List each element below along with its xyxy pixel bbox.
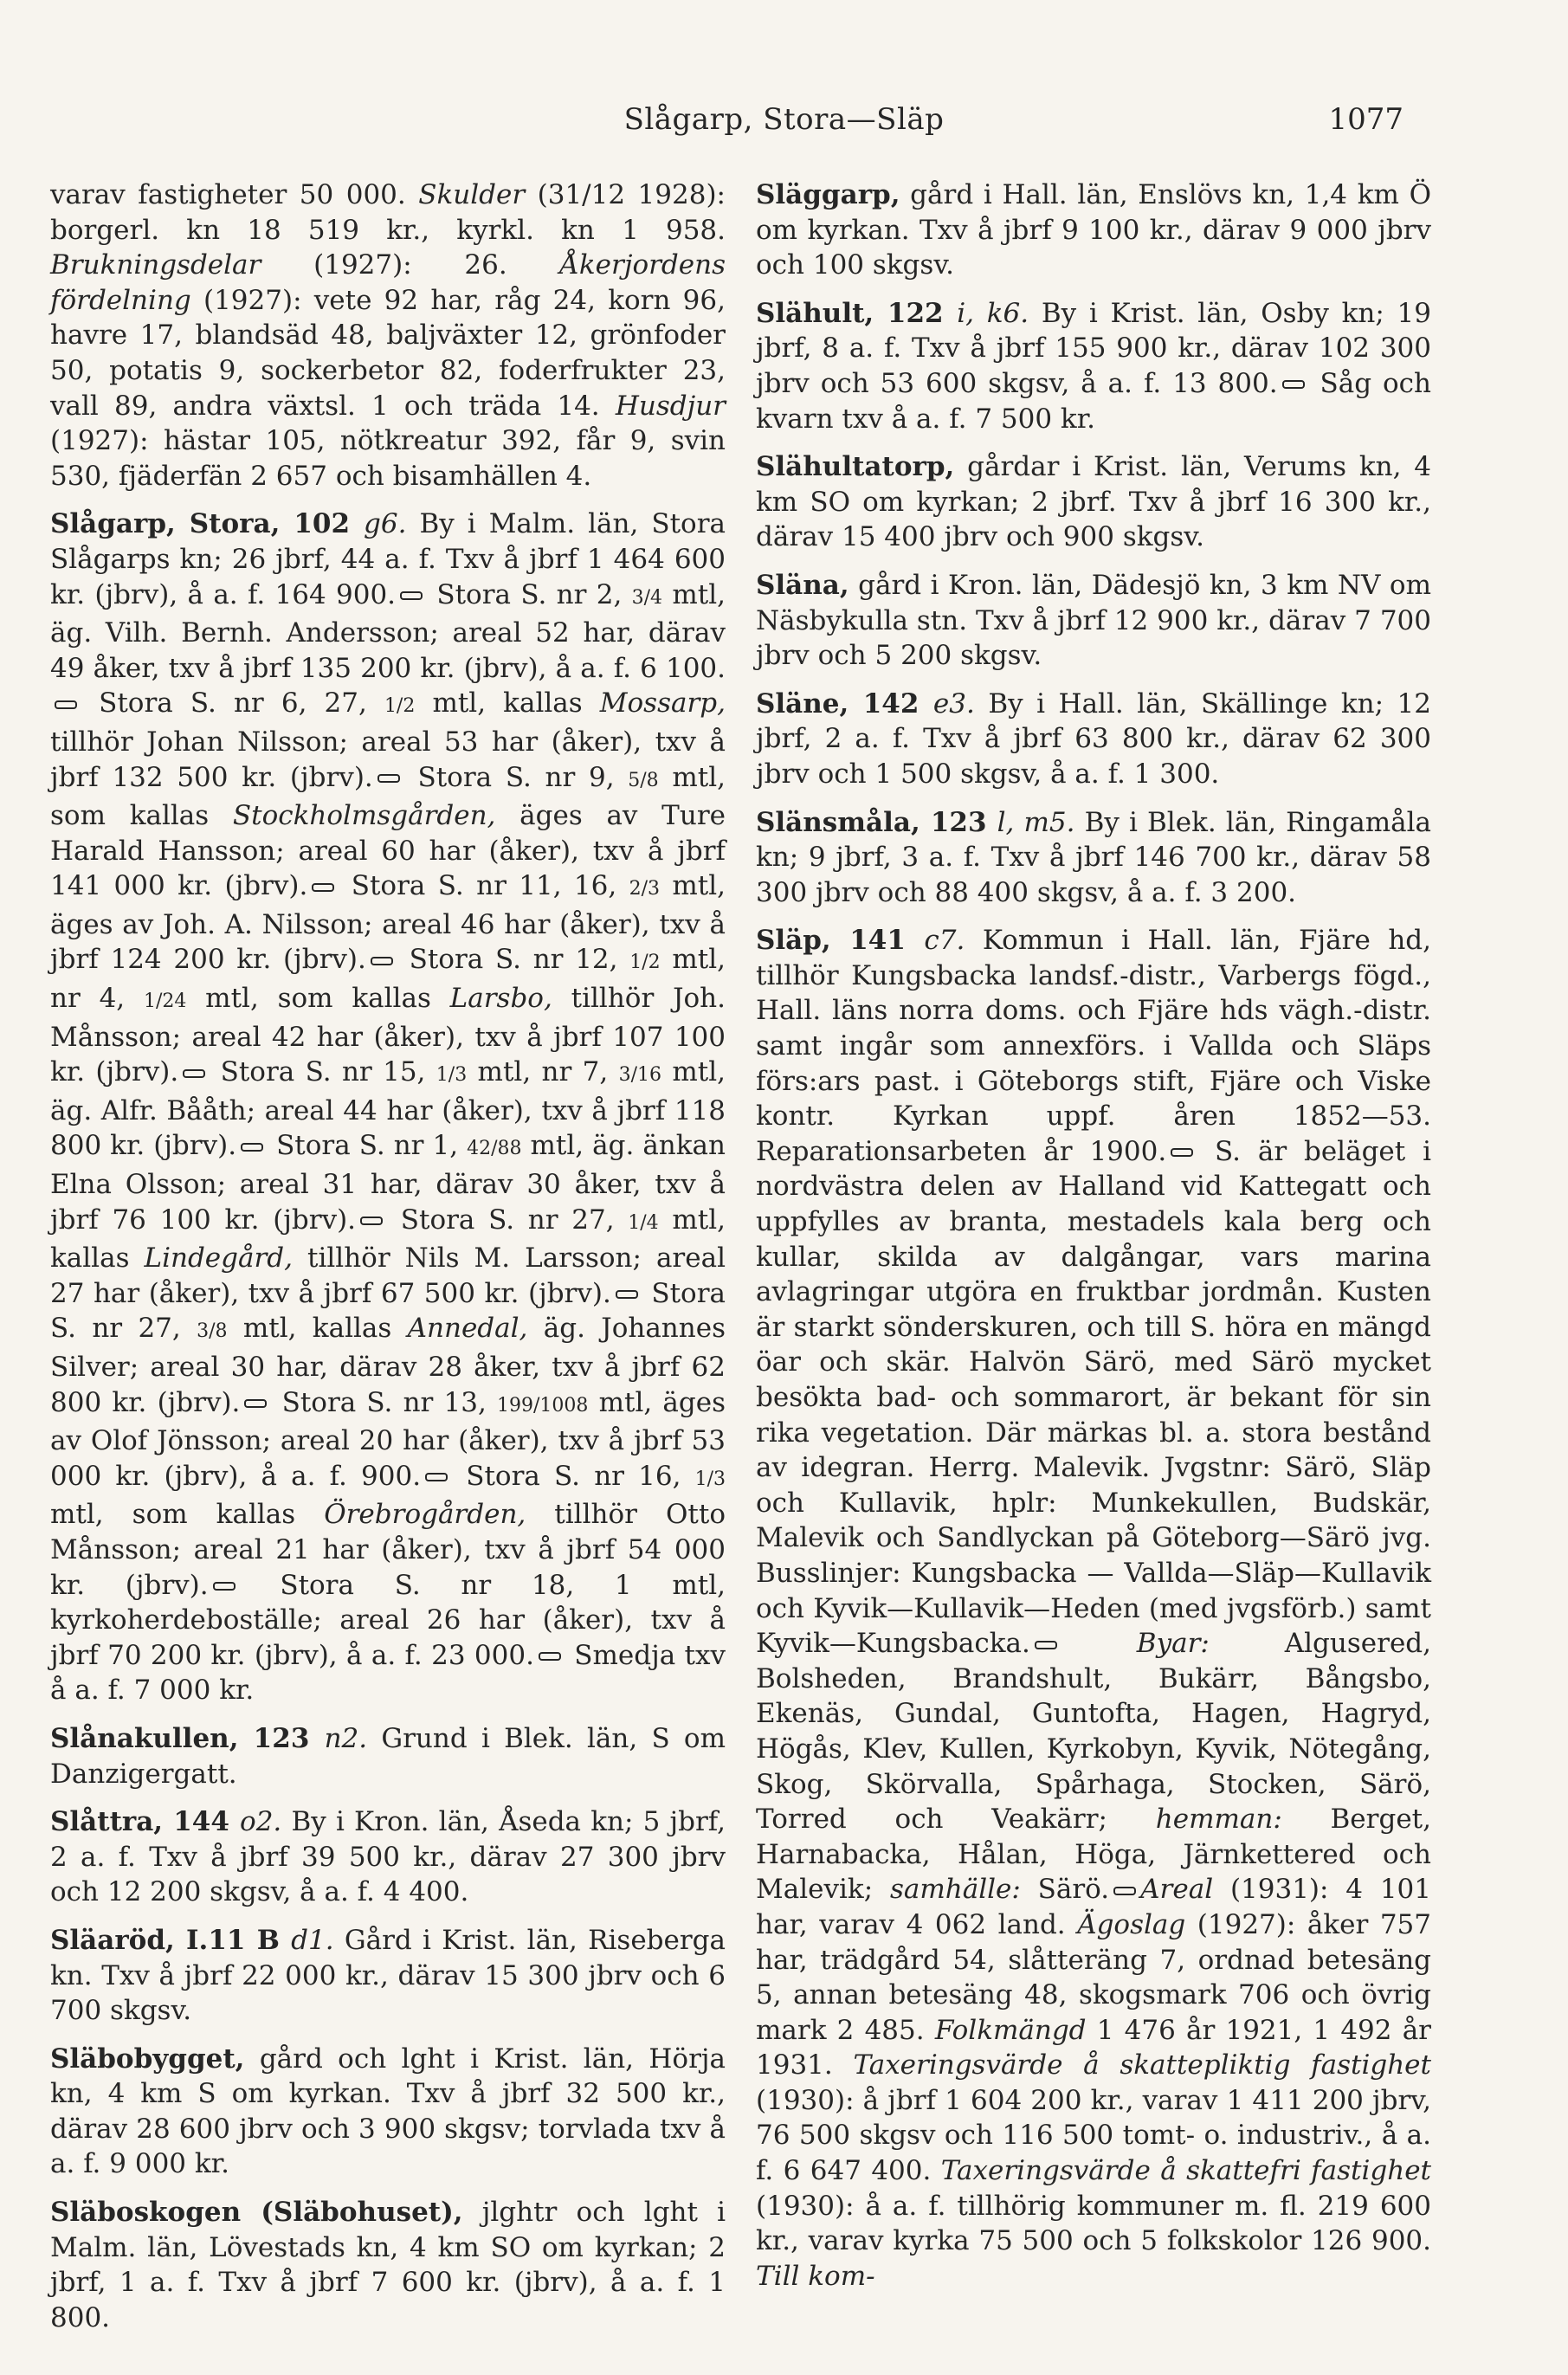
entry-slattra: Slåttra, 144 o2. By i Kron. län, Åseda kn; 5 jbrf, 2 a. f. Txv å jbrf 39 500 kr., därav 27 300 jbrv och 12 200 skgsv, å a. f. 4 400. [50,1806,726,1908]
running-head: Slågarp, Stora—Släp [623,102,945,137]
property-box-icon [425,1473,448,1481]
property-box-icon [241,1143,263,1152]
headword: Slåttra, 144 [50,1806,241,1838]
property-box-icon [400,591,423,600]
headword: Slånakullen, 123 [50,1722,325,1754]
entry-slahultatorp: Slähultatorp, gårdar i Krist. län, Verums kn, 4 km SO om kyrkan; 2 jbrf. Txv å jbrf 16 300 kr., därav 15 400 jbrv och 900 skgsv. [756,451,1431,553]
property-box-icon [1282,380,1305,389]
property-box-icon [244,1399,267,1408]
entry-slagarp-stora: Slågarp, Stora, 102 g6. By i Malm. län, Stora Slågarps kn; 26 jbrf, 44 a. f. Txv å jbrf 1 464 600 kr. (jbrv), å a. f. 164 900. Stora S. nr 2, 3/4 mtl, äg. Vilh. Bernh. Andersson; areal 52 har, därav 49 åker, txv å jbrf 135 200 kr. (jbrv), å a. f. 6 100. Stora S. nr 6, 27, 1/2 mtl, kallas Mossarp, tillhör Johan Nilsson; areal 53 har (åker), txv å jbrf 132 500 kr. (jbrv). Stora S. nr 9, 5/8 mtl, som kallas Stockholmsgården, äges av Ture Harald Hansson; areal 60 har (åker), txv å jbrf 141 000 kr. (jbrv). Stora S. nr 11, 16, 2/3 mtl, äges av Joh. A. Nilsson; areal 46 har (åker), txv å jbrf 124 200 kr. (jbrv). Stora S. nr 12, 1/2 mtl, nr 4, 1/24 mtl, som kallas Larsbo, tillhör Joh. Månsson; areal 42 har (åker), txv å jbrf 107 100 kr. (jbrv). Stora S. nr 15, 1/3 mtl, nr 7, 3/16 mtl, äg. Alfr. Bååth; areal 44 har (åker), txv å jbrf 118 800 kr. (jbrv). Stora S. nr 1, 42/88 mtl, äg. änkan Elna Olsson; areal 31 har, därav 30 åker, txv å jbrf 76 100 kr. (jbrv). Stora S. nr 27, 1/4 mtl, kallas Lindegård, tillhör Nils M. Larsson; areal 27 har (åker), txv å jbrf 67 500 kr. (jbrv). Stora S. nr 27, 3/8 mtl, kallas Annedal, äg. Johannes Silver; areal 30 har, därav 28 åker, txv å jbrf 62 800 kr. (jbrv). Stora S. nr 13, 199/1008 mtl, äges av Olof Jönsson; areal 20 har (åker), txv å jbrf 53 000 kr. (jbrv), å a. f. 900. Stora S. nr 16, 1/3 mtl, som kallas Örebrogården, tillhör Otto Månsson; areal 21 har (åker), txv å jbrf 54 000 kr. (jbrv). Stora S. nr 18, 1 mtl, kyrkoherdeboställe; areal 26 har (åker), txv å jbrf 70 200 kr. (jbrv), å a. f. 23 000. Smedja txv å a. f. 7 000 kr. [50,508,726,1707]
headword: Släp, 141 [756,925,925,957]
headword: Släna, [756,569,849,601]
headword: Släbobygget, [50,2043,245,2075]
property-box-icon [1171,1148,1193,1157]
entry-slaboskogen: Släboskogen (Släbohuset), jlghtr och lght i Malm. län, Lövestads kn, 4 km SO om kyrkan; 2 jbrf, 1 a. f. Txv å jbrf 7 600 kr. (jbrv), å a. f. 1 800. [50,2197,726,2333]
page-number: 1077 [1328,102,1403,137]
entry-slaarod: Släaröd, I.11 B d1. Gård i Krist. län, Riseberga kn. Txv å jbrf 22 000 kr., därav 15 300 jbrv och 6 700 skgsv. [50,1924,726,2027]
entry-slabobygget: Släbobygget, gård och lght i Krist. län, Hörja kn, 4 km S om kyrkan. Txv å jbrf 32 500 kr., därav 28 600 jbrv och 3 900 skgsv; torvlada txv å a. f. 9 000 kr. [50,2043,726,2180]
entry-slansmala: Slänsmåla, 123 l, m5. By i Blek. län, Ringamåla kn; 9 jbrf, 3 a. f. Txv å jbrf 146 700 kr., därav 58 300 jbrv och 88 400 skgsv, å a. f. 3 200. [756,806,1431,908]
entry-slaggarp: Släggarp, gård i Hall. län, Enslövs kn, 1,4 km Ö om kyrkan. Txv å jbrf 9 100 kr., därav 9 000 jbrv och 100 skgsv. [756,179,1431,281]
right-column [756,177,1431,2307]
headword: Släne, 142 [756,687,933,720]
headword: Slänsmåla, 123 [756,806,997,838]
property-box-icon [1113,1887,1136,1895]
property-box-icon [377,774,400,783]
entry-slane: Släne, 142 e3. By i Hall. län, Skällinge kn; 12 jbrf, 2 a. f. Txv å jbrf 63 800 kr., därav 62 300 jbrv och 1 500 skgsv, å a. f. 1 300. [756,687,1431,790]
property-box-icon [183,1069,205,1078]
headword: Slähult, 122 [756,297,958,329]
property-box-icon [371,957,393,965]
left-column [50,177,726,2348]
entry-continuation: varav fastigheter 50 000. Skulder (31/12 1928): borgerl. kn 18 519 kr., kyrkl. kn 1 958. Brukningsdelar (1927): 26. Åkerjordens fördelning (1927): vete 92 har, råg 24, korn 96, havre 17, blandsäd 48, baljväxter 12, grönfoder 50, potatis 9, sockerbetor 82, foderfrukter 23, vall 89, andra växtsl. 1 och träda 14. Husdjur (1927): hästar 105, nötkreatur 392, får 9, svin 530, fjäderfän 2 657 och bisamhällen 4. [50,179,726,492]
property-box-icon [539,1652,561,1661]
headword: Släboskogen (Släbohuset), [50,2197,463,2229]
property-box-icon [616,1290,638,1299]
property-box-icon [312,883,334,892]
entry-slahult: Slähult, 122 i, k6. By i Krist. län, Osby kn; 19 jbrf, 8 a. f. Txv å jbrf 155 900 kr., därav 102 300 jbrv och 53 600 skgsv, å a. f. 13 800. Såg och kvarn txv å a. f. 7 500 kr. [756,297,1432,435]
entry-slana: Släna, gård i Kron. län, Dädesjö kn, 3 km NV om Näsbykulla stn. Txv å jbrf 12 900 kr., därav 7 700 jbrv och 5 200 skgsv. [756,569,1431,672]
headword: Slähultatorp, [756,451,955,483]
property-box-icon [55,700,77,709]
headword: Släaröd, I.11 B [50,1924,292,1956]
headword: Slågarp, Stora, 102 [50,508,364,540]
property-box-icon [360,1217,383,1225]
entry-slap: Släp, 141 c7. Kommun i Hall. län, Fjäre hd, tillhör Kungsbacka landsf.-distr., Varbergs fögd., Hall. läns norra doms. och Fjäre hds vägh.-distr. samt ingår som annexförs. i Vallda och Släps förs:ars past. i Göteborgs stift, Fjäre och Viske kontr. Kyrkan uppf. åren 1852—53. Reparationsarbeten år 1900. S. är beläget i nordvästra delen av Halland vid Kattegatt och uppfylles av branta, mestadels kala berg och kullar, skilda av dalgångar, vars marina avlagringar utgöra en fruktbar jordmån. Kusten är starkt sönderskuren, och till S. höra en mängd öar och skär. Halvön Särö, med Särö mycket besökta bad- och sommarort, är bekant för sin rika vegetation. Där märkas bl. a. stora bestånd av idegran. Herrg. Malevik. Jvgstnr: Särö, Släp och Kullavik, hplr: Munkekullen, Budskär, Malevik och Sandlyckan på Göteborg—Särö jvg. Busslinjer: Kungsbacka — Vallda—Släp—Kullavik och Kyvik—Kullavik—Heden (med jvgsförb.) samt Kyvik—Kungsbacka. Byar: Algusered, Bolsheden, Brandshult, Bukärr, Bångsbo, Ekenäs, Gundal, Guntofta, Hagen, Hagryd, Högås, Klev, Kullen, Kyrkobyn, Kyvik, Nötegång, Skog, Skörvalla, Spårhaga, Stocken, Särö, Torred och Veakärr; hemman: Berget, Harnabacka, Hålan, Höga, Järnkettered och Malevik; samhälle: Särö. Areal (1931): 4 101 har, varav 4 062 land. Ägoslag (1927): åker 757 har, trädgård 54, slåtteräng 7, ordnad betesäng 5, annan betesäng 48, skogsmark 706 och övrig mark 2 485. Folkmängd 1 476 år 1921, 1 492 år 1931. Taxeringsvärde å skattepliktig fastighet (1930): å jbrf 1 604 200 kr., varav 1 411 200 jbrv, 76 500 skgsv och 116 500 tomt- o. industriv., å a. f. 6 647 400. Taxeringsvärde å skattefri fastighet (1930): å a. f. tillhörig kommuner m. fl. 219 600 kr., varav kyrka 75 500 och 5 folkskolor 126 900. Till kom- [756,925,1432,2292]
property-box-icon [213,1582,236,1591]
headword: Släggarp, [756,179,900,210]
property-box-icon [1035,1641,1057,1649]
entry-slanakullen: Slånakullen, 123 n2. Grund i Blek. län, S om Danzigergatt. [50,1722,726,1790]
